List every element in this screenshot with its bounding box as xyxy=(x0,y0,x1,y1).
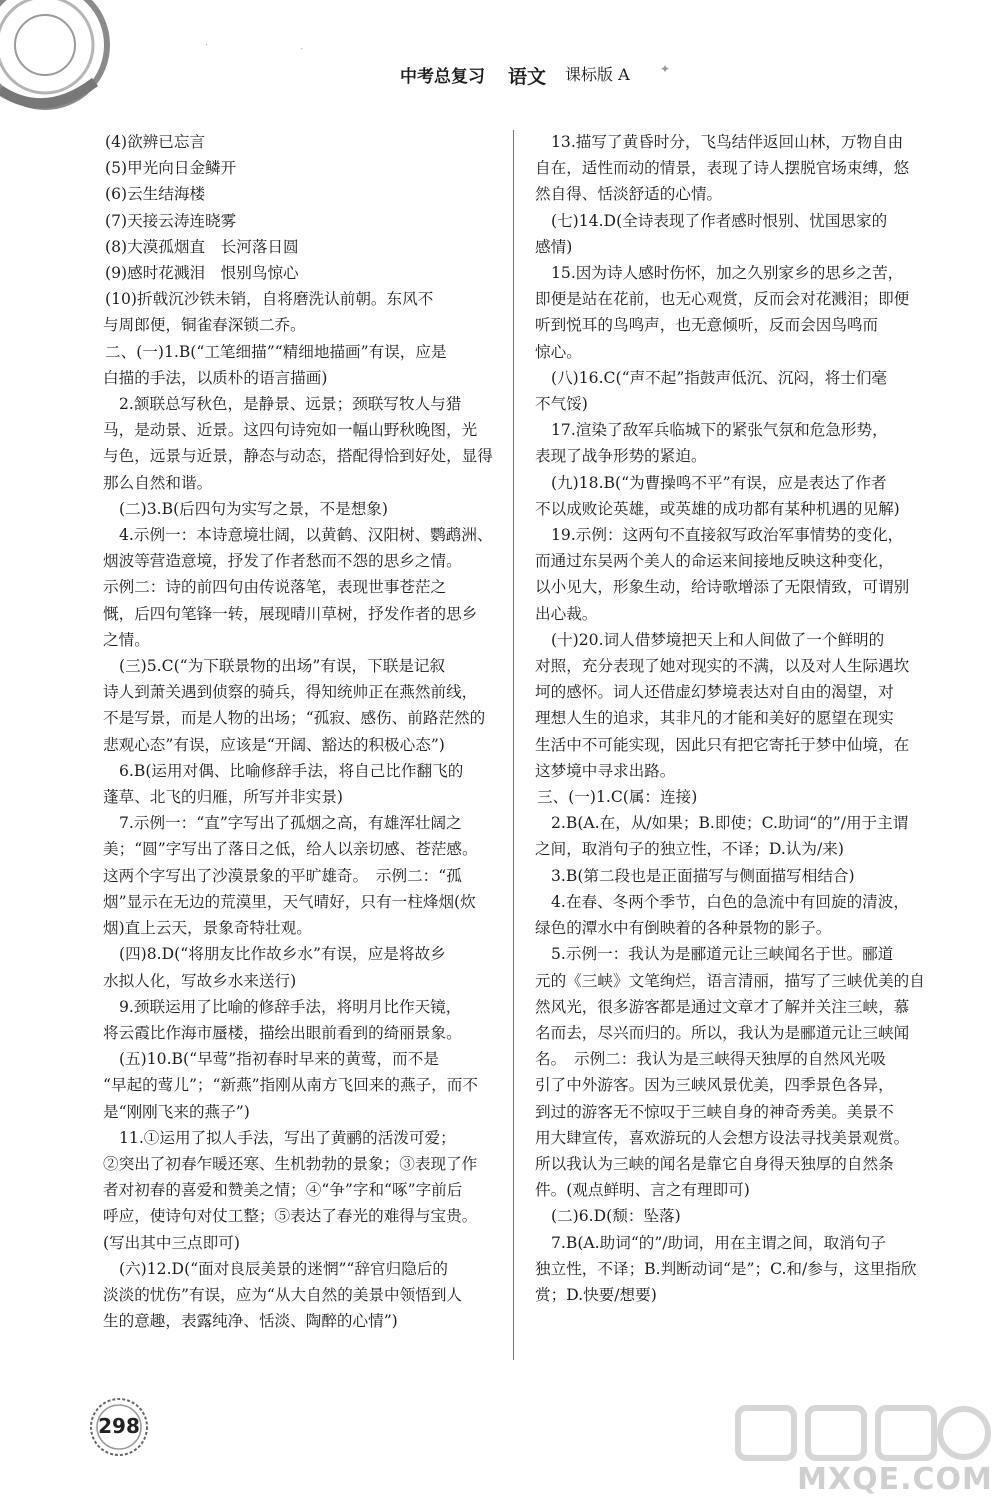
answer-line: 引了中外游客。因为三峡风景优美，四季景色各异， xyxy=(535,1076,894,1095)
answer-paragraph xyxy=(103,391,493,496)
answer-line: 然自得、恬淡舒适的心情。 xyxy=(535,185,723,204)
answer-line: 诗人到萧关遇到侦察的骑兵，得知统帅正在燕然前线， xyxy=(103,683,478,702)
answer-line: 以小见大，形象生动，给诗歌增添了无限情致，可谓别 xyxy=(535,578,910,597)
answer-paragraph xyxy=(535,1203,948,1229)
answer-paragraph xyxy=(535,863,948,889)
answer-line: 者对初春的喜爱和赞美之情；④“争”字和“啄”字前后 xyxy=(103,1181,463,1200)
answer-line: (7)天接云涛连晓雾 xyxy=(105,211,237,230)
answer-line: 4.在春、冬两个季节，白色的急流中有回旋的清波， xyxy=(551,892,909,911)
answer-line: 2.颔联总写秋色，是静景、远景；颈联写牧人与猎 xyxy=(119,395,462,414)
answer-paragraph xyxy=(103,339,493,391)
answer-paragraph xyxy=(535,470,948,522)
answer-paragraph xyxy=(103,129,493,155)
answer-line: 白描的手法，以质朴的语言描画) xyxy=(103,368,328,387)
answer-line: ②突出了初春乍暖还寒、生机勃勃的景象；③表现了作 xyxy=(103,1154,478,1173)
answer-line: 呼应，使诗句对仗工整；⑤表达了春光的难得与宝贵。 xyxy=(103,1207,478,1226)
answer-line: 烟”显示在无边的荒漠里，天气晴好，只有一柱烽烟(炊 xyxy=(103,892,476,911)
answer-paragraph xyxy=(103,181,493,207)
answer-line: 件。(观点鲜明、言之有理即可) xyxy=(535,1181,750,1200)
answer-line: 出心裁。 xyxy=(535,604,598,623)
answer-line: 不是写景，而是人物的出场；“孤寂、感伤、前路茫然的 xyxy=(103,709,486,728)
answer-paragraph xyxy=(535,208,948,260)
answer-line: 6.B(运用对偶、比喻修辞手法，将自己比作翻飞的 xyxy=(119,761,464,780)
answer-paragraph xyxy=(103,1256,493,1335)
answer-line: (七)14.D(全诗表现了作者感时恨别、忧国思家的 xyxy=(551,211,888,230)
answer-line: “早起的莺儿”；“新燕”指刚从南方飞回来的燕子，而不 xyxy=(103,1076,478,1095)
header-subject: 语文 xyxy=(508,66,547,88)
answer-line: 蓬草、北飞的归雁，所写并非实景) xyxy=(103,788,343,807)
answer-line: 淡淡的忧伤”有误，应为“从大自然的美景中领悟到人 xyxy=(103,1285,463,1304)
answer-line: 烟波等营造意境，抒发了作者愁而不怨的思乡之情。 xyxy=(103,552,462,571)
answer-line: (10)折戟沉沙铁未销，自将磨洗认前朝。东风不 xyxy=(105,290,434,309)
answer-paragraph xyxy=(103,941,493,993)
answer-line: 生活中不可能实现，因此只有把它寄托于梦中仙境，在 xyxy=(535,735,910,754)
answer-line: 听到悦耳的鸟鸣声，也无意倾听，反而会因鸟鸣而 xyxy=(535,316,879,335)
answer-paragraph xyxy=(103,758,493,810)
answer-paragraph xyxy=(535,417,948,469)
answer-paragraph xyxy=(103,1046,493,1125)
answer-line: 17.渲染了敌军兵临城下的紧张气氛和危急形势， xyxy=(551,421,888,440)
answer-paragraph xyxy=(535,260,948,365)
answer-paragraph xyxy=(535,365,948,417)
answer-line: 对照，充分表现了她对现实的不满，以及对人生际遇坎 xyxy=(535,657,910,676)
answer-line: 表现了战争形势的紧迫。 xyxy=(535,447,707,466)
answer-line: 烟)直上云天，景象奇特壮观。 xyxy=(103,919,312,938)
answer-line: 悲观心态”有误，应该是“开阔、豁达的积极心态”) xyxy=(103,735,445,754)
answer-line: 9.颈联运用了比喻的修辞手法，将明月比作天镜， xyxy=(119,997,462,1016)
answer-line: (6)云生结海楼 xyxy=(105,185,206,204)
answer-line: 赏；D.快要/想要) xyxy=(535,1285,657,1304)
answer-paragraph xyxy=(103,653,493,758)
answer-line: 绿色的潭水中有倒映着的各种景物的影子。 xyxy=(535,919,832,938)
page-number: 298 xyxy=(98,1414,140,1438)
answer-line: 19.示例：这两句不直接叙写政治军事情势的变化， xyxy=(551,526,904,545)
answer-paragraph xyxy=(535,784,948,810)
answer-paragraph xyxy=(535,1230,948,1309)
answer-line: 慨，后四句笔锋一转，展现晴川草树，抒发作者的思乡 xyxy=(103,604,478,623)
header-title: 中考总复习 xyxy=(400,67,485,87)
answer-line: 生的意趣，表露纯净、恬淡、陶醉的心情”) xyxy=(103,1312,398,1331)
answer-line: 独立性，不译；B.判断动词“是”；C.和/参与，这里指欣 xyxy=(535,1259,917,1278)
answer-line: 水拟人化，写故乡水来送行) xyxy=(103,971,297,990)
answer-line: 坷的感怀。词人还借虚幻梦境表达对自由的渴望，对 xyxy=(535,683,894,702)
answer-line: 自在，适性而动的情景，表现了诗人摆脱官场束缚，悠 xyxy=(535,159,910,178)
answer-line: 名而去，尽兴而归的。所以，我认为是郦道元让三峡闻 xyxy=(535,1023,910,1042)
answer-line: 那么自然和谐。 xyxy=(103,473,213,492)
watermark-text: MXQE.COM xyxy=(797,1462,993,1497)
answer-line: 与周郎便，铜雀春深锁二乔。 xyxy=(103,316,306,335)
answer-paragraph xyxy=(103,234,493,260)
answer-paragraph xyxy=(103,810,493,941)
answer-line: 2.B(A.在，从/如果；B.即使；C.助词“的”/用于主谓 xyxy=(551,814,909,833)
answer-paragraph xyxy=(103,1125,493,1256)
answer-paragraph xyxy=(535,522,948,627)
answer-line: 三、(一)1.C(属：连接) xyxy=(537,788,698,807)
answer-line: (写出其中三点即可) xyxy=(103,1233,240,1252)
answer-line: 而通过东吴两个美人的命运来间接地反映这种变化， xyxy=(535,552,894,571)
answer-line: (十)20.词人借梦境把天上和人间做了一个鲜明的 xyxy=(551,630,885,649)
answer-line: (六)12.D(“面对良辰美景的迷惘”“辞官归隐后的 xyxy=(119,1259,448,1278)
answer-line: 这梦境中寻求出路。 xyxy=(535,761,676,780)
answer-paragraph xyxy=(103,260,493,286)
page-header xyxy=(400,62,700,92)
answer-line: 然风光，很多游客都是通过文章才了解并关注三峡，慕 xyxy=(535,997,910,1016)
corner-logo-icon xyxy=(0,0,120,120)
answer-line: (二)6.D(颓：坠落) xyxy=(551,1207,681,1226)
answer-line: 之情。 xyxy=(103,630,150,649)
answer-paragraph xyxy=(103,286,493,338)
answer-line: 不气馁) xyxy=(535,395,588,414)
answer-line: (9)感时花溅泪 恨别鸟惊心 xyxy=(105,264,299,283)
answer-line: 7.示例一：“直”字写出了孤烟之高，有雄浑壮阔之 xyxy=(119,814,462,833)
answer-line: (三)5.C(“为下联景物的出场”有误，下联是记叙 xyxy=(119,657,446,676)
answer-line: 不以成败论英雄，或英雄的成功都有某种机遇的见解) xyxy=(535,499,900,518)
answer-line: 4.示例一：本诗意境壮阔，以黄鹤、汉阳树、鹦鹉洲、 xyxy=(119,526,493,545)
answer-line: (九)18.B(“为曹操鸣不平”有误，应是表达了作者 xyxy=(551,473,887,492)
answer-paragraph xyxy=(103,522,493,574)
answer-paragraph xyxy=(535,129,948,208)
answer-paragraph xyxy=(535,810,948,862)
answer-line: (五)10.B(“早莺”指初春时早来的黄莺，而不是 xyxy=(119,1050,439,1069)
answer-line: (8)大漠孤烟直 长河落日圆 xyxy=(105,237,299,256)
answer-line: 13.描写了黄昏时分，飞鸟结伴返回山林，万物自由 xyxy=(551,133,904,151)
answer-line: (二)3.B(后四句为实写之景，不是想象) xyxy=(119,499,388,518)
answer-paragraph xyxy=(535,889,948,941)
answer-line: 即便是站在花前，也无心观赏，反而会对花溅泪；即便 xyxy=(535,290,910,309)
answer-line: 惊心。 xyxy=(535,342,582,361)
answer-line: 是“刚刚飞来的燕子”) xyxy=(103,1102,250,1121)
answer-line: 美；“圆”字写出了落日之低，给人以亲切感、苍茫感。 xyxy=(103,840,478,859)
answer-line: 用大肆宣传，喜欢游玩的人会想方设法寻找美景观赏。 xyxy=(535,1128,910,1147)
header-edition: 课标版 A xyxy=(565,65,630,84)
answer-line: 3.B(第二段也是正面描写与侧面描写相结合) xyxy=(551,866,855,885)
answer-line: 到过的游客无不惊叹于三峡自身的神奇秀美。美景不 xyxy=(535,1102,894,1121)
answer-line: 二、(一)1.B(“工笔细描”“精细地描画”有误，应是 xyxy=(105,342,447,361)
answer-line: 感情) xyxy=(535,237,573,256)
answer-paragraph xyxy=(103,496,493,522)
answer-line: 与色，远景与近景，静态与动态，搭配得恰到好处，显得 xyxy=(103,447,493,466)
answer-line: 元的《三峡》文笔绚烂，语言清丽，描写了三峡优美的自 xyxy=(535,971,925,990)
answer-paragraph xyxy=(103,208,493,234)
right-column xyxy=(535,129,948,1308)
answer-line: 所以我认为三峡的闻名是靠它自身得天独厚的自然条 xyxy=(535,1154,894,1173)
column-divider xyxy=(513,130,514,1360)
answer-line: 示例二：诗的前四句由传说落笔，表现世事苍茫之 xyxy=(103,578,447,597)
sparkle-icon: ✦ xyxy=(660,62,671,76)
answer-line: 马，是动景、近景。这四句诗宛如一幅山野秋晚图，光 xyxy=(103,421,478,440)
answer-line: (八)16.C(“声不起”指鼓声低沉、沉闷，将士们毫 xyxy=(551,368,888,387)
answer-line: (4)欲辨已忘言 xyxy=(105,133,206,151)
left-column xyxy=(103,129,493,1334)
answer-line: 15.因为诗人感时伤怀，加之久别家乡的思乡之苦， xyxy=(551,264,904,283)
answer-line: 这两个字写出了沙漠景象的平旷雄奇。 示例二：“孤 xyxy=(103,866,462,885)
answer-line: (四)8.D(“将朋友比作故乡水”有误，应是将故乡 xyxy=(119,945,446,964)
answer-paragraph xyxy=(103,155,493,181)
answer-line: 将云霞比作海市蜃楼，描绘出眼前看到的绮丽景象。 xyxy=(103,1023,462,1042)
answer-line: (5)甲光向日金鳞开 xyxy=(105,159,237,178)
answer-line: 11.①运用了拟人手法，写出了黄鹂的活泼可爱； xyxy=(119,1128,456,1147)
answer-line: 7.B(A.助词“的”/助词，用在主谓之间，取消句子 xyxy=(551,1233,886,1252)
speck-icon: · xyxy=(205,40,209,51)
answer-paragraph xyxy=(535,941,948,1203)
answer-paragraph xyxy=(103,574,493,653)
speck-icon: · xyxy=(300,44,304,55)
answer-paragraph xyxy=(103,994,493,1046)
answer-line: 理想人生的追求，其非凡的才能和美好的愿望在现实 xyxy=(535,709,894,728)
answer-line: 之间，取消句子的独立性，不译；D.认为/来) xyxy=(535,840,844,859)
answer-line: 5.示例一：我认为是郦道元让三峡闻名于世。郦道 xyxy=(551,945,894,964)
answer-line: 名。 示例二：我认为是三峡得天独厚的自然风光吸 xyxy=(535,1050,886,1069)
answer-paragraph xyxy=(535,627,948,784)
